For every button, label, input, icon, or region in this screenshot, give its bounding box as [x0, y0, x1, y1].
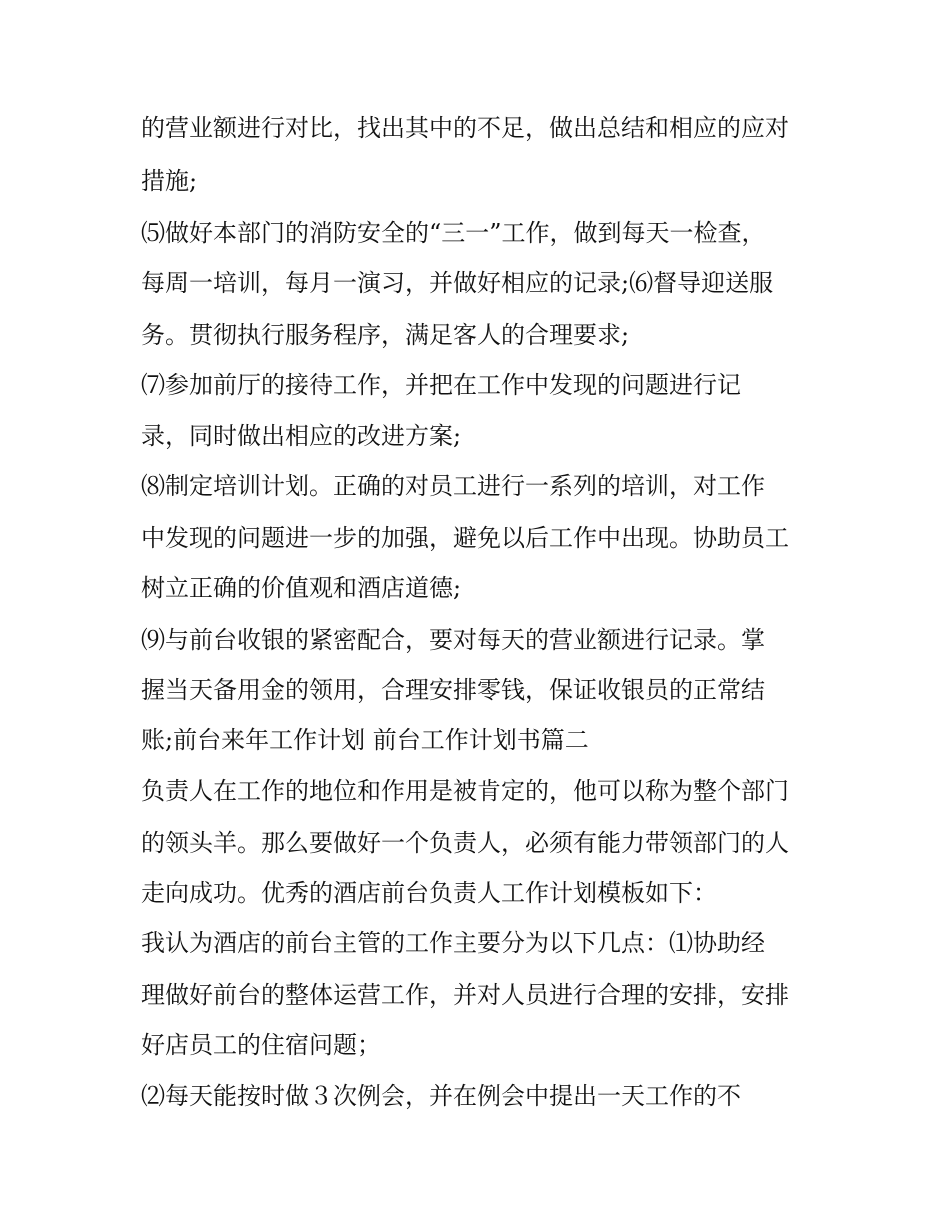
body-text-line: 账;前台来年工作计划 前台工作计划书篇二	[141, 726, 589, 754]
body-text-line: ⑺参加前厅的接待工作，并把在工作中发现的问题进行记	[141, 371, 741, 399]
body-text-line: 务。贯彻执行服务程序，满足客人的合理要求;	[141, 321, 630, 349]
body-text-line: ⑸做好本部门的消防安全的“三一”工作，做到每天一检查，	[141, 219, 766, 247]
body-text-line: ⑼与前台收银的紧密配合，要对每天的营业额进行记录。掌	[141, 626, 765, 654]
body-text-line: 录，同时做出相应的改进方案;	[141, 422, 462, 450]
body-text-line: 的领头羊。那么要做好一个负责人，必须有能力带领部门的人	[141, 829, 789, 857]
body-text-line: 措施;	[141, 167, 198, 195]
body-text-line: 中发现的问题进一步的加强，避免以后工作中出现。协助员工	[141, 524, 789, 552]
body-text-line: 负责人在工作的地位和作用是被肯定的，他可以称为整个部门	[141, 777, 789, 805]
body-text-line: 好店员工的住宿问题；	[141, 1031, 381, 1059]
body-text-line: 握当天备用金的领用，合理安排零钱，保证收银员的正常结	[141, 676, 765, 704]
body-text-line: 我认为酒店的前台主管的工作主要分为以下几点：⑴协助经	[141, 929, 765, 957]
body-text-line: 的营业额进行对比，找出其中的不足，做出总结和相应的应对	[141, 114, 789, 142]
body-text-line: 走向成功。优秀的酒店前台负责人工作计划模板如下：	[141, 879, 717, 907]
body-text-line: 理做好前台的整体运营工作，并对人员进行合理的安排，安排	[141, 981, 789, 1009]
body-text-line: 每周一培训，每月一演习，并做好相应的记录;⑹督导迎送服	[141, 269, 774, 297]
body-text-line: ⑻制定培训计划。正确的对员工进行一系列的培训，对工作	[141, 472, 765, 500]
body-text-line: 树立正确的价值观和酒店道德;	[141, 574, 462, 602]
body-text-line: ⑵每天能按时做３次例会，并在例会中提出一天工作的不	[141, 1082, 741, 1110]
